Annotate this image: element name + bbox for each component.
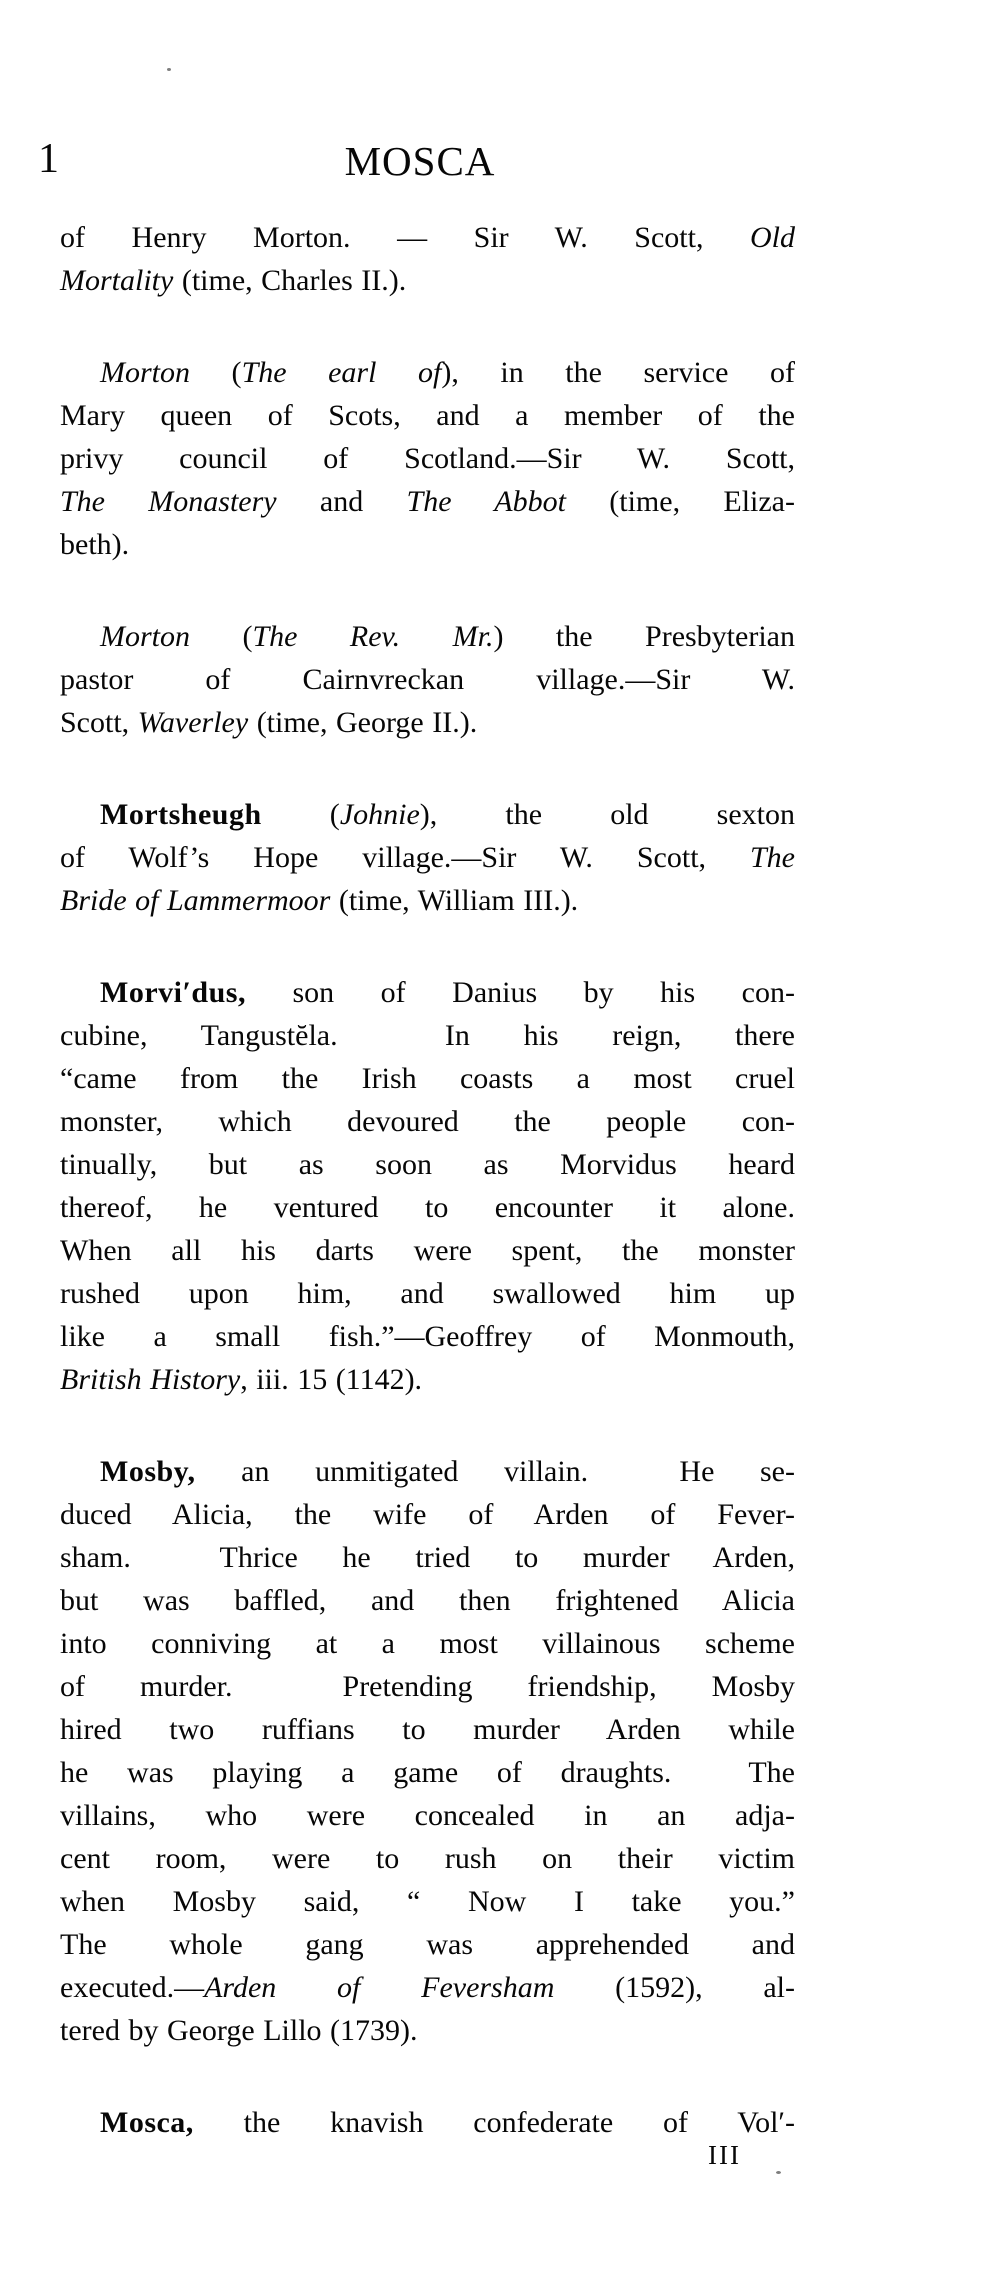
body-text: tered by George Lillo (1739).	[60, 2014, 418, 2047]
text-line	[60, 1014, 795, 1057]
body-text: thereof, he ventured to encounter it alone.	[60, 1191, 795, 1224]
entry-headword: Mosca,	[100, 2106, 194, 2139]
italic-text: Morton	[100, 620, 190, 653]
italic-text: Waverley	[137, 706, 249, 739]
italic-text: Morton	[100, 356, 190, 389]
body-text: (1592), al-	[554, 1971, 795, 2004]
entry-morton-henry-continuation	[60, 216, 795, 302]
text-line	[60, 2009, 795, 2052]
text-line	[60, 1708, 795, 1751]
text-line	[60, 793, 795, 836]
text-line	[60, 1315, 795, 1358]
entry-mortsheugh	[60, 793, 795, 922]
text-line	[60, 615, 795, 658]
body-text: monster, which devoured the people con-	[60, 1105, 795, 1138]
body-text: duced Alicia, the wife of Arden of Fever-	[60, 1498, 795, 1531]
text-column	[60, 216, 795, 2144]
body-text: but was baffled, and then frightened Alicia	[60, 1584, 795, 1617]
body-text: sham. Thrice he tried to murder Arden,	[60, 1541, 795, 1574]
body-text: he was playing a game of draughts. The	[60, 1756, 795, 1789]
text-line	[60, 1622, 795, 1665]
body-text: hired two ruffians to murder Arden while	[60, 1713, 795, 1746]
body-text: the knavish confederate of Vol′-	[193, 2106, 795, 2139]
text-line	[60, 1143, 795, 1186]
body-text: an unmitigated villain. He se-	[195, 1455, 795, 1488]
text-line	[60, 1837, 795, 1880]
entry-headword: Mortsheugh	[100, 798, 262, 831]
body-text: (	[190, 356, 242, 389]
body-text: into conniving at a most villainous scheme	[60, 1627, 795, 1660]
italic-text: The Abbot	[406, 485, 566, 518]
italic-text: The	[750, 841, 795, 874]
text-line	[60, 1536, 795, 1579]
scan-speck	[776, 2171, 781, 2174]
text-line	[60, 658, 795, 701]
text-line	[60, 1057, 795, 1100]
body-text: (time, Charles II.).	[173, 264, 407, 297]
entry-morton-rev-mr	[60, 615, 795, 744]
italic-text: Bride of Lammermoor	[60, 884, 331, 917]
body-text: (time, Eliza-	[565, 485, 795, 518]
body-text: ), in the service of	[441, 356, 795, 389]
text-line	[60, 836, 795, 879]
italic-text: British History	[60, 1363, 241, 1396]
body-text: (time, William III.).	[330, 884, 579, 917]
entry-morton-earl-of	[60, 351, 795, 566]
body-text: cubine, Tangustĕla. In his reign, there	[60, 1019, 795, 1052]
text-line	[60, 1229, 795, 1272]
italic-text: Arden of Feversham	[204, 1971, 555, 2004]
text-line	[60, 1272, 795, 1315]
text-line	[60, 1100, 795, 1143]
text-line	[60, 1966, 795, 2009]
body-text: son of Danius by his con-	[245, 976, 795, 1009]
body-text: of Wolf’s Hope village.—Sir W. Scott,	[60, 841, 750, 874]
text-line	[60, 1186, 795, 1229]
entry-mosca	[60, 2101, 795, 2144]
body-text: (time, George II.).	[248, 706, 478, 739]
text-line	[60, 701, 795, 744]
body-text: tinually, but as soon as Morvidus heard	[60, 1148, 795, 1181]
body-text: of Henry Morton. — Sir W. Scott,	[60, 221, 750, 254]
text-line	[60, 523, 795, 566]
text-line	[60, 351, 795, 394]
entry-headword: Morvi′dus,	[100, 976, 246, 1009]
text-line	[60, 1358, 795, 1401]
text-line	[60, 1665, 795, 1708]
text-line	[60, 259, 795, 302]
body-text: Mary queen of Scots, and a member of the	[60, 399, 795, 432]
signature-mark: III	[708, 2140, 741, 2170]
page-header	[0, 0, 1000, 210]
running-title: MOSCA	[344, 138, 496, 184]
body-text: ) the Presbyterian	[493, 620, 795, 653]
text-line	[60, 1923, 795, 1966]
italic-text: The Monastery	[60, 485, 277, 518]
body-text: (	[190, 620, 253, 653]
body-text: beth).	[60, 528, 130, 561]
scan-speck	[167, 68, 171, 71]
entry-headword: Mosby,	[100, 1455, 196, 1488]
italic-text: Old	[750, 221, 795, 254]
body-text: when Mosby said, “ Now I take you.”	[60, 1885, 795, 1918]
body-text: like a small fish.”—Geoffrey of Monmouth,	[60, 1320, 795, 1353]
italic-text: Mortality	[60, 264, 174, 297]
body-text: When all his darts were spent, the monster	[60, 1234, 795, 1267]
body-text: , iii. 15 (1142).	[240, 1363, 423, 1396]
text-line	[60, 879, 795, 922]
text-line	[60, 1880, 795, 1923]
body-text: villains, who were concealed in an adja-	[60, 1799, 795, 1832]
entry-morvidus	[60, 971, 795, 1401]
text-line	[60, 1493, 795, 1536]
body-text: privy council of Scotland.—Sir W. Scott,	[60, 442, 795, 475]
body-text: (	[261, 798, 340, 831]
text-line	[60, 2101, 795, 2144]
body-text: of murder. Pretending friendship, Mosby	[60, 1670, 795, 1703]
body-text: pastor of Cairnvreckan village.—Sir W.	[60, 663, 795, 696]
italic-text: The Rev. Mr.	[252, 620, 494, 653]
body-text: rushed upon him, and swallowed him up	[60, 1277, 795, 1310]
text-line	[60, 216, 795, 259]
text-line	[60, 1450, 795, 1493]
text-line	[60, 1794, 795, 1837]
entry-mosby	[60, 1450, 795, 2052]
body-text: executed.—	[60, 1971, 205, 2004]
body-text: “came from the Irish coasts a most cruel	[60, 1062, 795, 1095]
text-line	[60, 394, 795, 437]
body-text: and	[276, 485, 407, 518]
italic-text: The earl of	[241, 356, 442, 389]
body-text: cent room, were to rush on their victim	[60, 1842, 795, 1875]
italic-text: Johnie	[339, 798, 420, 831]
text-line	[60, 1751, 795, 1794]
body-text: Scott,	[60, 706, 138, 739]
text-line	[60, 1579, 795, 1622]
body-text: The whole gang was apprehended and	[60, 1928, 795, 1961]
page-number: 1	[38, 136, 59, 182]
text-line	[60, 971, 795, 1014]
body-text: ), the old sexton	[419, 798, 795, 831]
text-line	[60, 437, 795, 480]
text-line	[60, 480, 795, 523]
